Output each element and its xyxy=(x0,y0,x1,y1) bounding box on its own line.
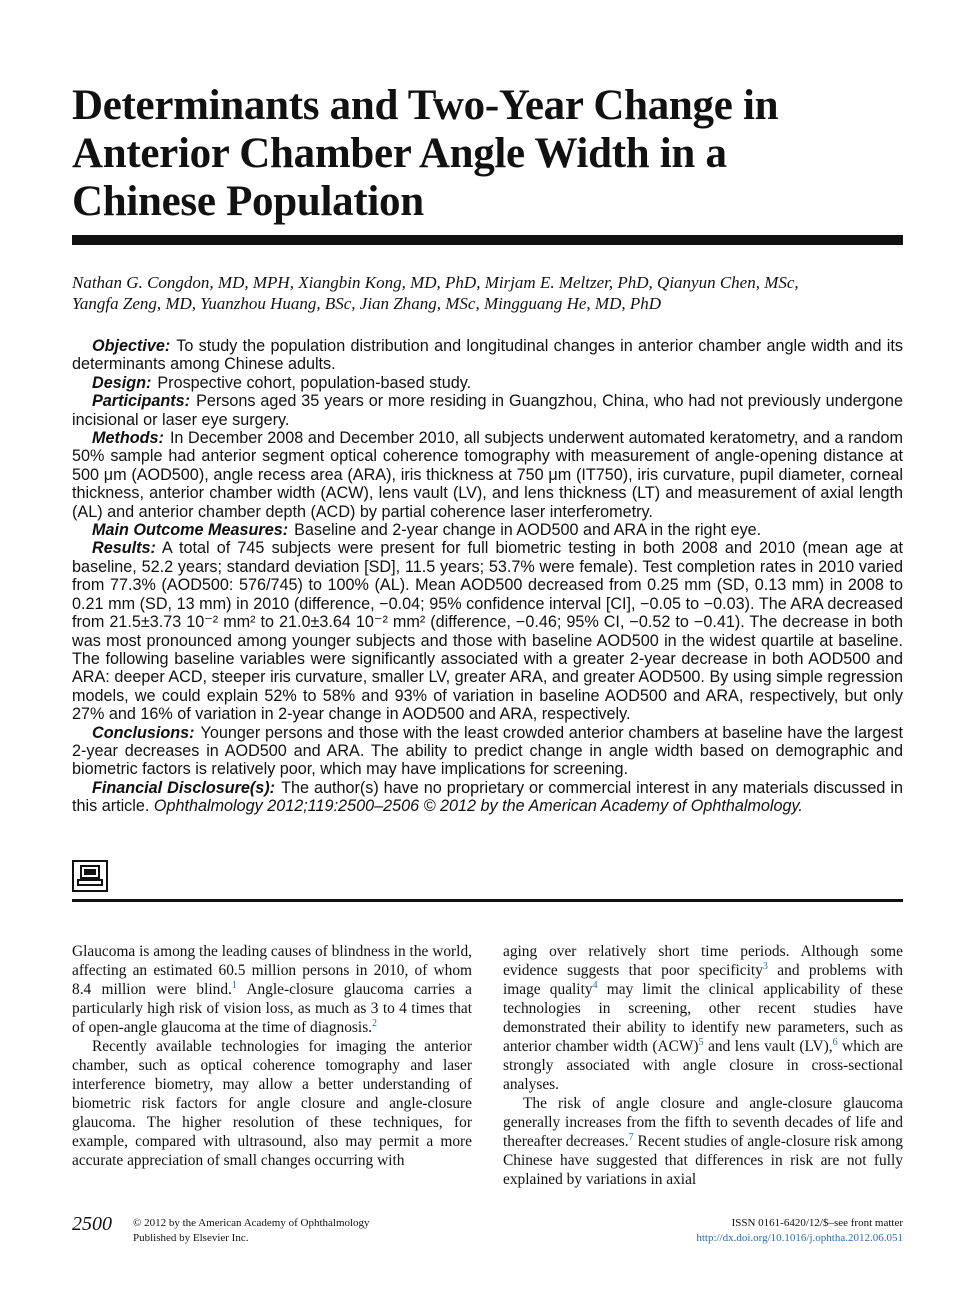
objective-text: To study the population distribution and longitudinal changes in anterior chamber angle width and its determinants among Chinese adults. xyxy=(72,337,903,374)
author-line: Nathan G. Congdon, MD, MPH, Xiangbin Kong, MD, PhD, Mirjam E. Meltzer, PhD, Qianyun Chen, MSc, xyxy=(72,273,799,292)
computer-icon[interactable] xyxy=(72,860,108,892)
reference-link[interactable]: 2 xyxy=(372,1017,378,1029)
issn-text: ISSN 0161-6420/12/$–see front matter xyxy=(731,1217,903,1229)
reference-link[interactable]: 3 xyxy=(762,960,768,972)
disclosure-label: Financial Disclosure(s): xyxy=(92,778,276,797)
abstract-conclusions xyxy=(72,724,903,779)
disclosure-text: The author(s) have no proprietary or commercial interest in any materials discussed in this article. xyxy=(72,778,903,816)
abstract-methods xyxy=(72,429,903,521)
abstract-design xyxy=(72,374,903,392)
participants-label: Participants: xyxy=(92,392,191,411)
body-text: and problems with image quality xyxy=(503,962,903,998)
body-column-left xyxy=(72,942,472,1170)
author-list xyxy=(72,272,903,314)
body-text: aging over relatively short time periods. Although some evidence suggests that poor specificity xyxy=(503,943,903,979)
outcome-text: Baseline and 2-year change in AOD500 and ARA in the right eye. xyxy=(294,521,762,540)
footer-copyright xyxy=(133,1216,370,1246)
body-paragraph xyxy=(503,1094,903,1189)
body-text: Angle-closure glaucoma carries a particularly high risk of vision loss, as much as 3 to 4 times that of open-angle glaucoma at the time of diagnosis. xyxy=(72,981,473,1036)
reference-link[interactable]: 7 xyxy=(628,1131,634,1143)
title-divider xyxy=(72,235,903,245)
doi-link[interactable]: http://dx.doi.org/10.1016/j.ophtha.2012.06.051 xyxy=(696,1232,903,1244)
body-text: Recent studies of angle-closure risk among Chinese have suggested that differences in risk are not fully explained by variations in axial xyxy=(503,1133,903,1188)
journal-citation: Ophthalmology 2012;119:2500–2506 © 2012 by the American Academy of Ophthalmology. xyxy=(153,797,803,816)
copyright-text: © 2012 by the American Academy of Ophthalmology xyxy=(133,1217,370,1229)
conclusions-text: Younger persons and those with the least crowded anterior chambers at baseline have the largest 2-year decreases in AOD500 and ARA. The ability to predict change in angle width based on demographic and biometric factors is relatively poor, which may have implications for screening. xyxy=(72,723,903,779)
design-text: Prospective cohort, population-based study. xyxy=(157,373,472,392)
body-paragraph: Recently available technologies for imaging the anterior chamber, such as optical coherence tomography and laser interference biometry, may allow a better understanding of biometric risk factors for angle closure and angle-closure glaucoma. The higher resolution of these techniques, for example, compared with ultrasound, also may permit a more accurate appreciation of small changes occurring with xyxy=(72,1038,472,1169)
title-line: Chinese Population xyxy=(72,178,424,225)
body-text: may limit the clinical applicability of these technologies in screening, other recent studies have demonstrated their ability to identify new parameters, such as anterior chamber width (ACW) xyxy=(503,981,903,1055)
footer-identifiers xyxy=(696,1216,903,1246)
abstract xyxy=(72,337,903,816)
results-text: A total of 745 subjects were present for full biometric testing in both 2008 and 2010 (mean age at baseline, 52.2 years; standard deviation [SD], 11.5 years; 53.7% were female). Test completion rates in 2010 varied from 77.3% (AOD500: 576/745) to 100% (AL). Mean AOD500 decreased from 0.25 mm (SD, 0.13 mm) in 2008 to 0.21 mm (SD, 13 mm) in 2010 (difference, −0.04; 95% confidence interval [CI], −0.05 to −0.03). The ARA decreased from 21.5±3.73 10⁻² mm² to 21.0±3.64 10⁻² mm² (difference, −0.46; 95% CI, −0.52 to −0.41). The decrease in both was most pronounced among younger subjects and those with baseline AOD500 in the widest quartile at baseline. The following baseline variables were significantly associated with a greater 2-year decrease in both AOD500 and ARA: deeper ACD, steeper iris curvature, smaller LV, greater ARA, and greater AOD500. By using simple regression models, we could explain 52% to 58% and 93% of variation in baseline AOD500 and ARA, respectively, but only 27% and 16% of variation in 2-year change in AOD500 and ARA, respectively. xyxy=(72,539,903,724)
objective-label: Objective: xyxy=(92,337,171,355)
conclusions-label: Conclusions: xyxy=(92,723,195,742)
abstract-results xyxy=(72,539,903,723)
body-text: The risk of angle closure and angle-closure glaucoma generally increases from the fifth to seventh decades of life and thereafter decreases. xyxy=(503,1095,903,1150)
outcome-label: Main Outcome Measures: xyxy=(92,521,289,540)
methods-text: In December 2008 and December 2010, all subjects underwent automated keratometry, and a random 50% sample had anterior segment optical coherence tomography with measurement of angle-opening distance at 500 μm (AOD500), angle recess area (ARA), iris thickness at 750 μm (IT750), iris curvature, pupil diameter, corneal thickness, anterior chamber width (ACW), lens vault (LV), and lens thickness (LT) and measurement of axial length (AL) and anterior chamber depth (ACD) by partial coherence laser interferometry. xyxy=(72,429,903,521)
page-number: 2500 xyxy=(72,1213,112,1235)
methods-label: Methods: xyxy=(92,429,164,448)
abstract-outcome xyxy=(72,521,903,539)
body-text: which are strongly associated with angle closure in cross-sectional analyses. xyxy=(503,1038,903,1093)
reference-link[interactable]: 5 xyxy=(698,1036,704,1048)
body-text: Glaucoma is among the leading causes of blindness in the world, affecting an estimated 60.5 million persons in 2010, of whom 8.4 million were blind. xyxy=(72,943,472,998)
reference-link[interactable]: 1 xyxy=(231,979,237,991)
body-text: and lens vault (LV), xyxy=(703,1038,833,1055)
article-title xyxy=(72,82,912,226)
reference-link[interactable]: 6 xyxy=(832,1036,838,1048)
title-line: Anterior Chamber Angle Width in a xyxy=(72,130,727,177)
participants-text: Persons aged 35 years or more residing in Guangzhou, China, who had not previously undergone incisional or laser eye surgery. xyxy=(72,392,903,429)
abstract-disclosure xyxy=(72,779,903,816)
design-label: Design: xyxy=(92,373,152,392)
abstract-objective xyxy=(72,337,903,374)
body-paragraph xyxy=(503,942,903,1094)
abstract-divider xyxy=(72,899,903,902)
results-label: Results: xyxy=(92,539,156,558)
publisher-text: Published by Elsevier Inc. xyxy=(133,1232,249,1244)
body-column-right xyxy=(503,942,903,1189)
author-line: Yangfa Zeng, MD, Yuanzhou Huang, BSc, Jian Zhang, MSc, Mingguang He, MD, PhD xyxy=(72,294,662,313)
body-paragraph xyxy=(72,942,472,1037)
reference-link[interactable]: 4 xyxy=(592,979,598,991)
abstract-participants xyxy=(72,392,903,429)
title-line: Determinants and Two-Year Change in xyxy=(72,82,779,129)
